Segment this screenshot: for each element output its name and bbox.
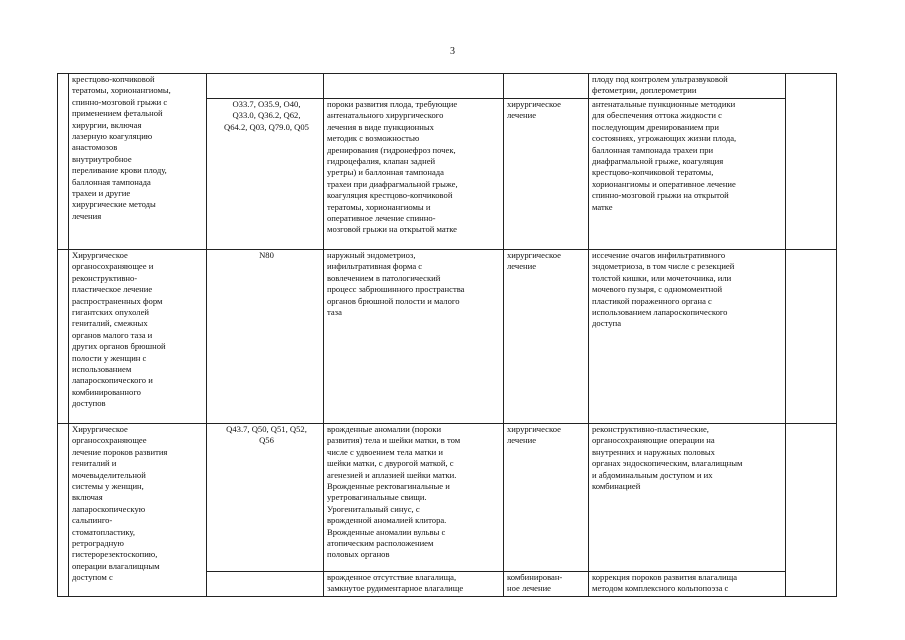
table-cell-codes [207, 572, 324, 597]
table-cell-empty [786, 424, 837, 597]
treatment-table [57, 73, 837, 597]
table-cell-treatment [504, 74, 589, 99]
table-cell-name: Хирургическое органосохраняющее лечение пороков развития гениталий и мочевыделительной системы у женщин, включая лапароскопическую сальпинго- стоматопластику, ретроградную гистерорезектоскопию, операции влагалищным доступом с [69, 424, 207, 597]
table-cell-empty [786, 250, 837, 424]
row-number-cell [58, 74, 69, 250]
table-cell-method: иссечение очагов инфильтративного эндометриоза, в том числе с резекцией толстой кишки, или мочеточника, или мочевого пузыря, с одномоментной пластикой пораженного органа с использованием лапароскопического доступа [589, 250, 786, 424]
table-cell-model: врожденное отсутствие влагалища, замкнутое рудиментарное влагалище [324, 572, 504, 597]
table-cell-model [324, 74, 504, 99]
page-number: 3 [450, 46, 455, 57]
table-cell-treatment: хирургическое лечение [504, 250, 589, 424]
table-cell-model: пороки развития плода, требующие антенатального хирургического лечения в виде пункционных методик с возможностью дренирования (гидронефроз почек, гидроцефалия, клапан задней уретры) и баллонная тампонада трахеи при диафрагмальной грыже, коагуляция крестцово-копчиковой тератомы, хорионангиомы и оперативное лечение спинно- мозговой грыжи на открытой матке [324, 99, 504, 250]
table-cell-codes: N80 [207, 250, 324, 424]
table-cell-codes: Q43.7, Q50, Q51, Q52, Q56 [207, 424, 324, 572]
table-cell-codes [207, 74, 324, 99]
table-cell-treatment: хирургическое лечение [504, 99, 589, 250]
table-cell-treatment: хирургическое лечение [504, 424, 589, 572]
table-cell-treatment: комбинирован- ное лечение [504, 572, 589, 597]
table-cell-method: реконструктивно-пластические, органосохраняющие операции на внутренних и наружных половых органах эндоскопическим, влагалищным и абдоминальным доступом и их комбинацией [589, 424, 786, 572]
table-cell-model: врожденные аномалии (пороки развития) тела и шейки матки, в том числе с удвоением тела матки и шейки матки, с двурогой маткой, с агенезией и аплазией шейки матки. Врожденные ректовагинальные и уретровагинальные свищи. Урогенитальный синус, с врожденной аномалией клитора. Врожденные аномалии вульвы с атопическим расположением половых органов [324, 424, 504, 572]
table-cell-codes: O33.7, O35.9, O40, Q33.0, Q36.2, Q62, Q64.2, Q03, Q79.0, Q05 [207, 99, 324, 250]
row-number-cell [58, 424, 69, 597]
table-cell-method: антенатальные пункционные методики для обеспечения оттока жидкости с последующим дренированием при состояниях, угрожающих жизни плода, баллонная тампонада трахеи при диафрагмальной грыже, коагуляция крестцово-копчиковой тератомы, хорионангиомы и оперативное лечение спинно-мозговой грыжи на открытой матке [589, 99, 786, 250]
table-row [58, 250, 837, 424]
table-cell-name: крестцово-копчиковой тератомы, хорионангиомы, спинно-мозговой грыжи с применением фетальной хирургии, включая лазерную коагуляцию анастомозов внутриутробное переливание крови плоду, баллонная тампонада трахеи и другие хирургические методы лечения [69, 74, 207, 250]
table-cell-model: наружный эндометриоз, инфильтративная форма с вовлечением в патологический процесс забрюшинного пространства органов брюшной полости и малого таза [324, 250, 504, 424]
table-cell-name: Хирургическое органосохраняющее и реконструктивно- пластическое лечение распространенных форм гигантских опухолей гениталий, смежных органов малого таза и других органов брюшной полости у женщин с использованием лапароскопического и комбинированного доступов [69, 250, 207, 424]
table-cell-empty [786, 74, 837, 250]
table-cell-method: коррекция пороков развития влагалища методом комплексного кольпопоэза с [589, 572, 786, 597]
row-number-cell [58, 250, 69, 424]
table-row [58, 424, 837, 572]
table-row [58, 74, 837, 99]
table-cell-method: плоду под контролем ультразвуковой фетометрии, доплерометрии [589, 74, 786, 99]
